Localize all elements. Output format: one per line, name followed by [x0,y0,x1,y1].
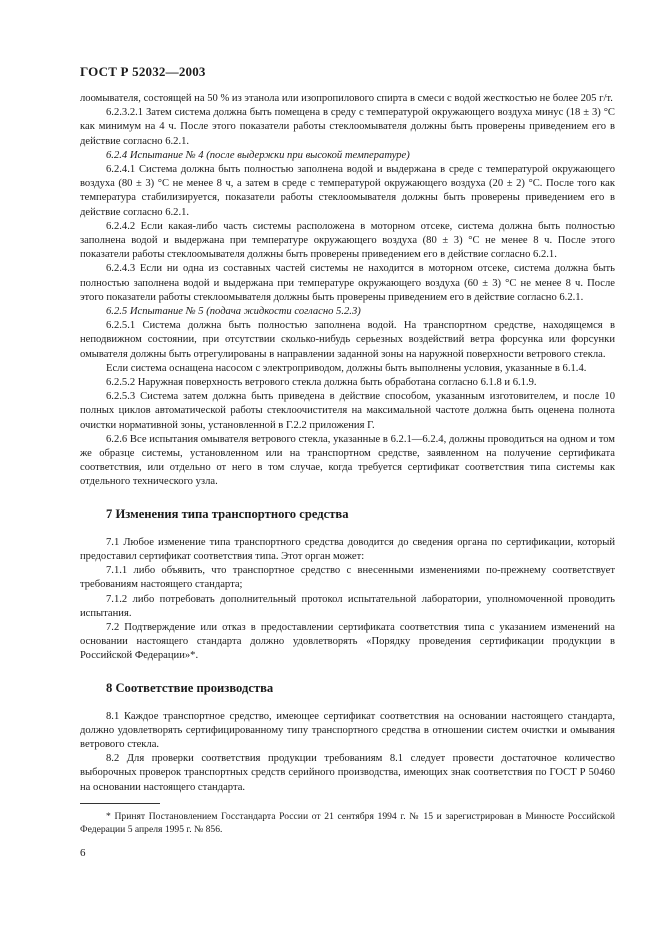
footnote-separator [80,803,160,804]
paragraph: 7.2 Подтверждение или отказ в предоставлении сертификата соответствия типа с указанием изменений на основании настоящего стандарта должно удовлетворять «Порядку проведения сертификации продукции в Российской Федерации»*. [80,621,615,662]
paragraph: лоомывателя, состоящей на 50 % из этанола или изопропилового спирта в смеси с водой жесткостью не более 205 г/т. [80,93,613,104]
document-body [80,92,615,836]
paragraph: 6.2.4.2 Если какая-либо часть системы расположена в моторном отсеке, система должна быть полностью заполнена водой и выдержана при температуре окружающего воздуха (80 ± 3) °С не менее 8 ч. После этого показатели работы стеклоомывателя должны быть проверены приведением его в действие согласно 6.2.1. [80,220,615,261]
footnote: * Принят Постановлением Госстандарта России от 21 сентября 1994 г. № 15 и зарегистрирован в Минюсте Российской Федерации 5 апреля 1995 г. № 856. [80,810,615,835]
paragraph: 6.2.5.2 Наружная поверхность ветрового стекла должна быть обработана согласно 6.1.8 и 6.1.9. [106,377,537,389]
paragraph: 7.1 Любое изменение типа транспортного средства доводится до сведения органа по сертификации, который предоставил сертификат соответствия типа. Этот орган может: [80,536,615,562]
subsection-title: 6.2.4 Испытание № 4 (после выдержки при высокой температуре) [106,149,410,161]
paragraph: 7.1.2 либо потребовать дополнительный протокол испытательной лаборатории, уполномоченной проводить испытания. [80,593,615,619]
page-number: 6 [80,847,86,859]
paragraph: 6.2.4.1 Система должна быть полностью заполнена водой и выдержана в среде с температурой окружающего воздуха (80 ± 3) °С не менее 8 ч, а затем в среде с температурой окружающего воздуха (20 ± 2) °С. После того как температура стабилизируется, показатели работы стеклоомывателя должны быть проверены приведением его в действие согласно 6.2.1. [80,164,615,218]
section-7-heading: 7 Изменения типа транспортного средства [106,506,349,521]
paragraph: 6.2.6 Все испытания омывателя ветрового стекла, указанные в 6.2.1—6.2.4, должны проводиться на одном и том же образце системы, установленном или на транспортном средстве, заявленном на получение сертификата соответствия, или отдельно от него в том случае, когда требуется сертификат соответствия типа системы как отдельного технического узла. [80,433,615,488]
paragraph: 6.2.5.3 Система затем должна быть приведена в действие способом, указанным изготовителем, и после 10 полных циклов автоматической работы стеклоочистителя на максимальной частоте должна быть оценена полнота очистки нормативной зоны, установленной в Г.2.2 приложения Г. [80,391,615,431]
paragraph: 6.2.5.1 Система должна быть полностью заполнена водой. На транспортном средстве, находящемся в неподвижном состоянии, при отсутствии сколько-нибудь серьезных воздействий ветра форсунка или форсунки омывателя должны быть отрегулированы в направлении заданной зоны на наружной поверхности ветрового стекла. [80,320,615,360]
document-code: ГОСТ Р 52032—2003 [80,64,206,79]
subsection-title: 6.2.5 Испытание № 5 (подача жидкости согласно 5.2.3) [106,306,361,318]
paragraph: 6.2.4.3 Если ни одна из составных частей системы не находится в моторном отсеке, система должна быть полностью заполнена водой и выдержана при температуре окружающего воздуха (60 ± 3) °С не менее 8 ч. После этого показатели работы стеклоомывателя должны быть проверены приведением его в действие согласно 6.2.1. [80,263,615,303]
paragraph: 6.2.3.2.1 Затем система должна быть помещена в среду с температурой окружающего воздуха минус (18 ± 3) °С как минимум на 4 ч. После этого показатели работы стеклоомывателя должны быть проверены приведением его в действие согласно 6.2.1. [80,107,615,147]
section-8-heading: 8 Соответствие производства [106,680,274,695]
paragraph: 8.1 Каждое транспортное средство, имеющее сертификат соответствия на основании настоящего стандарта, должно удовлетворять сертифицированному типу транспортного средства в отношении систем очистки и омывания ветрового стекла. [80,710,615,750]
paragraph: 8.2 Для проверки соответствия продукции требованиям 8.1 следует провести достаточное количество выборочных проверок транспортных средств серийного производства, имеющих знак соответствия по ГОСТ Р 50460 на основании настоящего стандарта. [80,753,615,793]
paragraph: Если система оснащена насосом с электроприводом, должны быть выполнены условия, указанные в 6.1.4. [106,362,587,374]
paragraph: 7.1.1 либо объявить, что транспортное средство с внесенными изменениями по-прежнему соответствует требованиям настоящего стандарта; [80,565,615,591]
